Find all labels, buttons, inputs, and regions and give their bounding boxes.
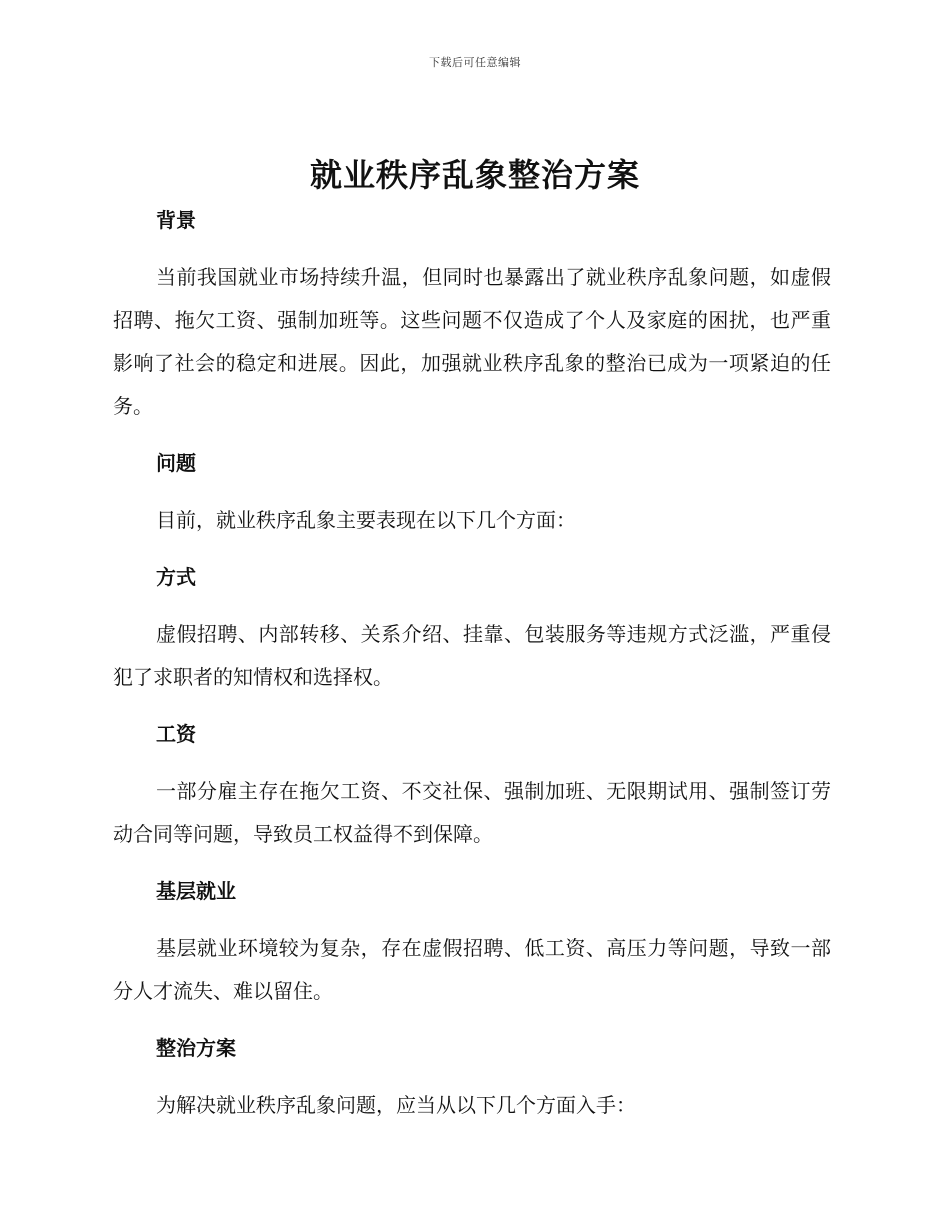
section-paragraph-problems: 目前，就业秩序乱象主要表现在以下几个方面： — [156, 508, 576, 532]
document-body — [113, 204, 831, 1127]
section-heading-problems: 问题 — [156, 451, 196, 475]
section-paragraph-grassroots: 基层就业环境较为复杂，存在虚假招聘、低工资、高压力等问题，导致一部分人才流失、难以留住。 — [113, 936, 831, 1003]
section-paragraph-methods: 虚假招聘、内部转移、关系介绍、挂靠、包装服务等违规方式泛滥，严重侵犯了求职者的知情权和选择权。 — [113, 622, 831, 689]
header-note: 下载后可任意编辑 — [429, 56, 521, 69]
section-heading-wages: 工资 — [156, 722, 196, 746]
section-paragraph-wages: 一部分雇主存在拖欠工资、不交社保、强制加班、无限期试用、强制签订劳动合同等问题，导致员工权益得不到保障。 — [113, 779, 831, 846]
section-heading-remediation: 整治方案 — [156, 1036, 236, 1060]
section-heading-grassroots: 基层就业 — [156, 879, 236, 903]
section-paragraph-background: 当前我国就业市场持续升温，但同时也暴露出了就业秩序乱象问题，如虚假招聘、拖欠工资、强制加班等。这些问题不仅造成了个人及家庭的困扰，也严重影响了社会的稳定和进展。因此，加强就业秩序乱象的整治已成为一项紧迫的任务。 — [113, 265, 831, 418]
section-heading-background: 背景 — [156, 208, 196, 232]
section-heading-methods: 方式 — [156, 565, 196, 589]
section-paragraph-remediation: 为解决就业秩序乱象问题，应当从以下几个方面入手： — [156, 1093, 636, 1117]
document-title: 就业秩序乱象整治方案 — [309, 156, 640, 194]
